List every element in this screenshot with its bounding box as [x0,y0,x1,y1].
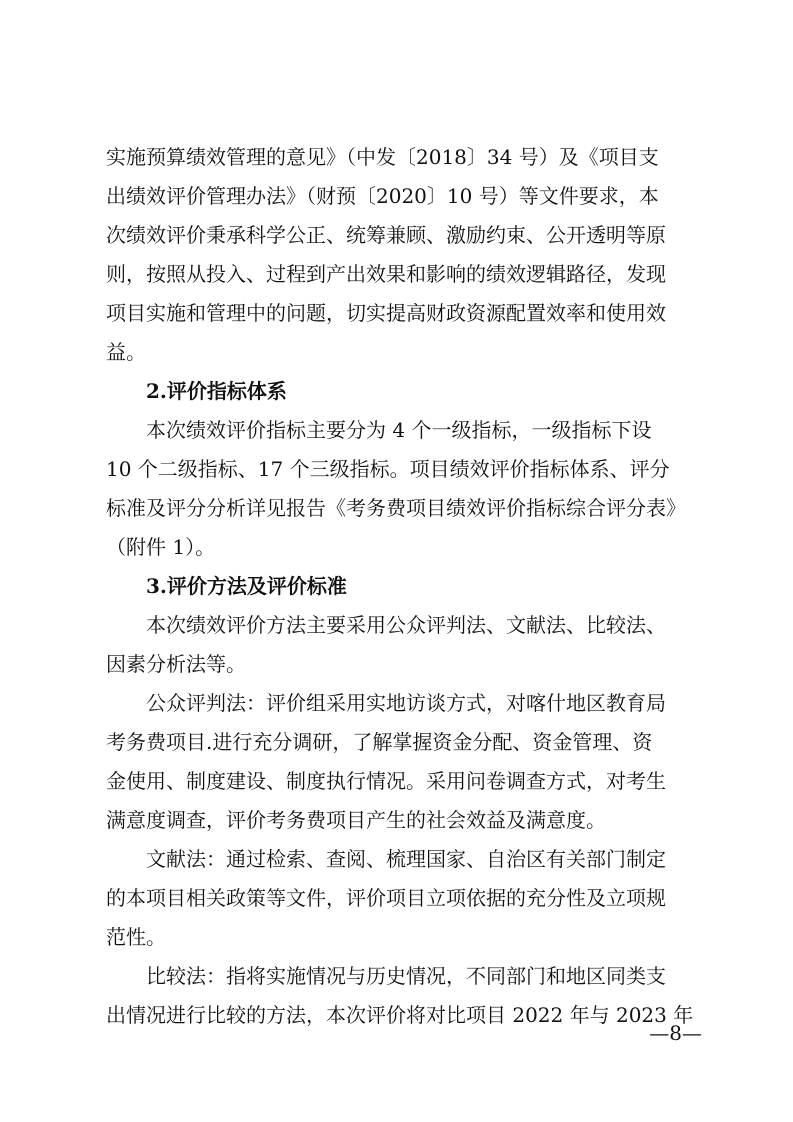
body-text-line: 则，按照从投入、过程到产出效果和影响的绩效逻辑路径，发现 [106,262,666,286]
body-text-line: 本次绩效评价指标主要分为 4 个一级指标，一级指标下设 [146,418,652,442]
body-text-line: 考务费项目.进行充分调研，了解掌握资金分配、资金管理、资 [106,730,653,754]
body-text-line: 金使用、制度建设、制度执行情况。采用问卷调查方式，对考生 [106,769,666,793]
page-number: —8— [649,1021,702,1045]
body-text-line: 标准及评分分析详见报告《考务费项目绩效评价指标综合评分表》 [106,496,686,520]
body-text-line: 出情况进行比较的方法，本次评价将对比项目 2022 年与 2023 年 [106,1003,694,1027]
body-text-line: （附件 1）。 [106,535,216,559]
body-text-line: 文献法：通过检索、查阅、梳理国家、自治区有关部门制定 [146,847,666,871]
body-text-line: 10 个二级指标、17 个三级指标。项目绩效评价指标体系、评分 [106,457,670,481]
body-text-line: 的本项目相关政策等文件，评价项目立项依据的充分性及立项规 [106,886,666,910]
section-heading: 3.评价方法及评价标准 [146,574,347,598]
body-text-line: 公众评判法：评价组采用实地访谈方式，对喀什地区教育局 [146,691,666,715]
body-text-line: 本次绩效评价方法主要采用公众评判法、文献法、比较法、 [146,613,666,637]
document-body [106,138,694,1035]
body-text-line: 项目实施和管理中的问题，切实提高财政资源配置效率和使用效 [106,301,666,325]
body-text-line: 因素分析法等。 [106,652,246,676]
body-text-line: 次绩效评价秉承科学公正、统筹兼顾、激励约束、公开透明等原 [106,223,666,247]
body-text-line: 实施预算绩效管理的意见》（中发〔2018〕34 号）及《项目支 [106,145,659,169]
body-text-line: 范性。 [106,925,166,949]
body-text-line: 出绩效评价管理办法》（财预〔2020〕10 号）等文件要求，本 [106,184,659,208]
body-text-line: 益。 [106,340,146,364]
body-text-line: 满意度调查，评价考务费项目产生的社会效益及满意度。 [106,808,606,832]
section-heading: 2.评价指标体系 [146,379,287,403]
body-text-line: 比较法：指将实施情况与历史情况，不同部门和地区同类支 [146,964,666,988]
